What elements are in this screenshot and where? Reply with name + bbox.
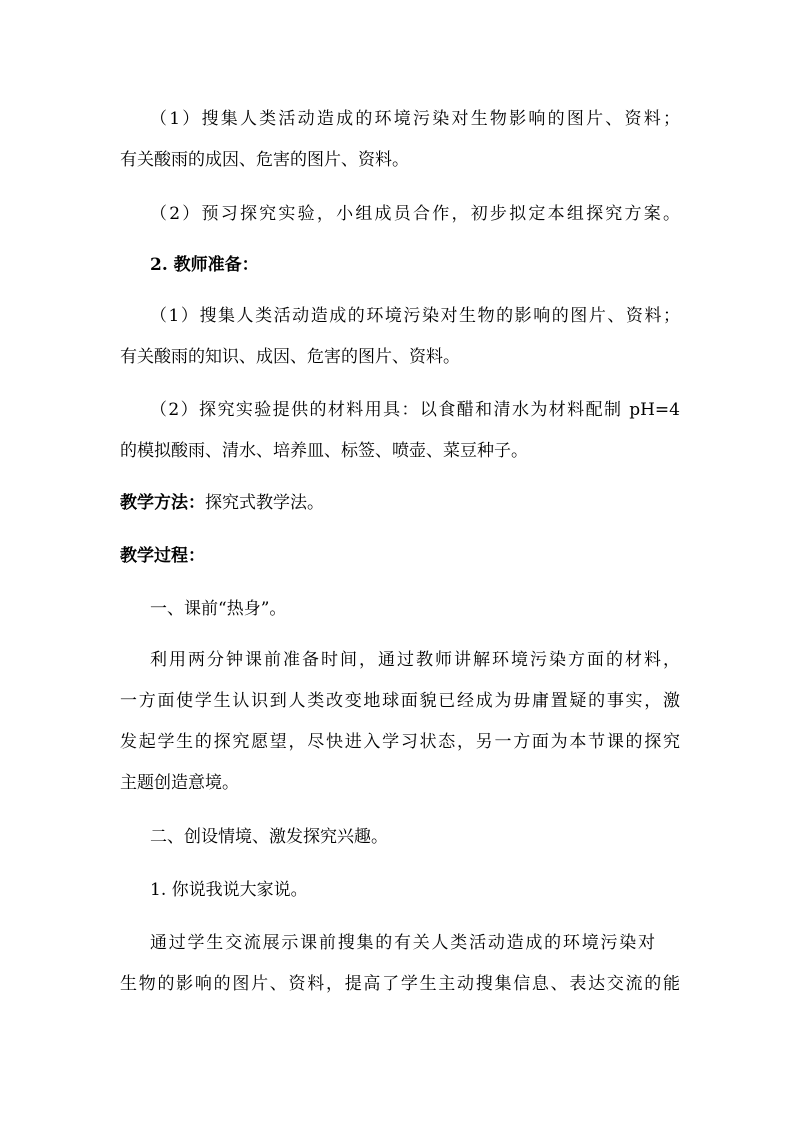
section-1-paragraph-line-1: 利用两分钟课前准备时间，通过教师讲解环境污染方面的材料，	[150, 650, 680, 670]
teacher-prep-item-1-line-1: （1）搜集人类活动造成的环境污染对生物的影响的图片、资料；	[150, 306, 680, 326]
student-prep-item-2: （2）预习探究实验，小组成员合作，初步拟定本组探究方案。	[150, 204, 680, 224]
student-prep-item-1-line-2: 有关酸雨的成因、危害的图片、资料。	[120, 150, 409, 170]
teaching-method-line	[120, 492, 680, 514]
teacher-prep-item-1-line-2: 有关酸雨的知识、成因、危害的图片、资料。	[120, 347, 460, 367]
teaching-process-heading: 教学过程：	[120, 546, 205, 566]
section-1-heading: 一、课前“热身”。	[150, 599, 287, 619]
section-1-paragraph-line-4: 主题创造意境。	[120, 773, 239, 793]
teacher-prep-heading: 2. 教师准备：	[150, 255, 259, 275]
section-2-paragraph-line-1: 通过学生交流展示课前搜集的有关人类活动造成的环境污染对	[150, 933, 655, 953]
section-2-paragraph-line-2: 生物的影响的图片、资料，提高了学生主动搜集信息、表达交流的能	[120, 974, 680, 994]
section-2-heading: 二、创设情境、激发探究兴趣。	[150, 827, 388, 847]
teacher-prep-item-2-line-1: （2）探究实验提供的材料用具：以食醋和清水为材料配制 pH=4	[150, 400, 680, 420]
section-1-paragraph-line-2: 一方面使学生认识到人类改变地球面貌已经成为毋庸置疑的事实，激	[120, 691, 680, 711]
teaching-method-value: 探究式教学法。	[205, 493, 324, 513]
section-1-paragraph-line-3: 发起学生的探究愿望，尽快进入学习状态，另一方面为本节课的探究	[120, 732, 680, 752]
section-2-subheading: 1. 你说我说大家说。	[150, 880, 308, 900]
teaching-method-label: 教学方法：	[120, 493, 205, 513]
teacher-prep-item-2-line-2: 的模拟酸雨、清水、培养皿、标签、喷壶、菜豆种子。	[120, 441, 528, 461]
student-prep-item-1-line-1: （1）搜集人类活动造成的环境污染对生物影响的图片、资料；	[150, 109, 680, 129]
